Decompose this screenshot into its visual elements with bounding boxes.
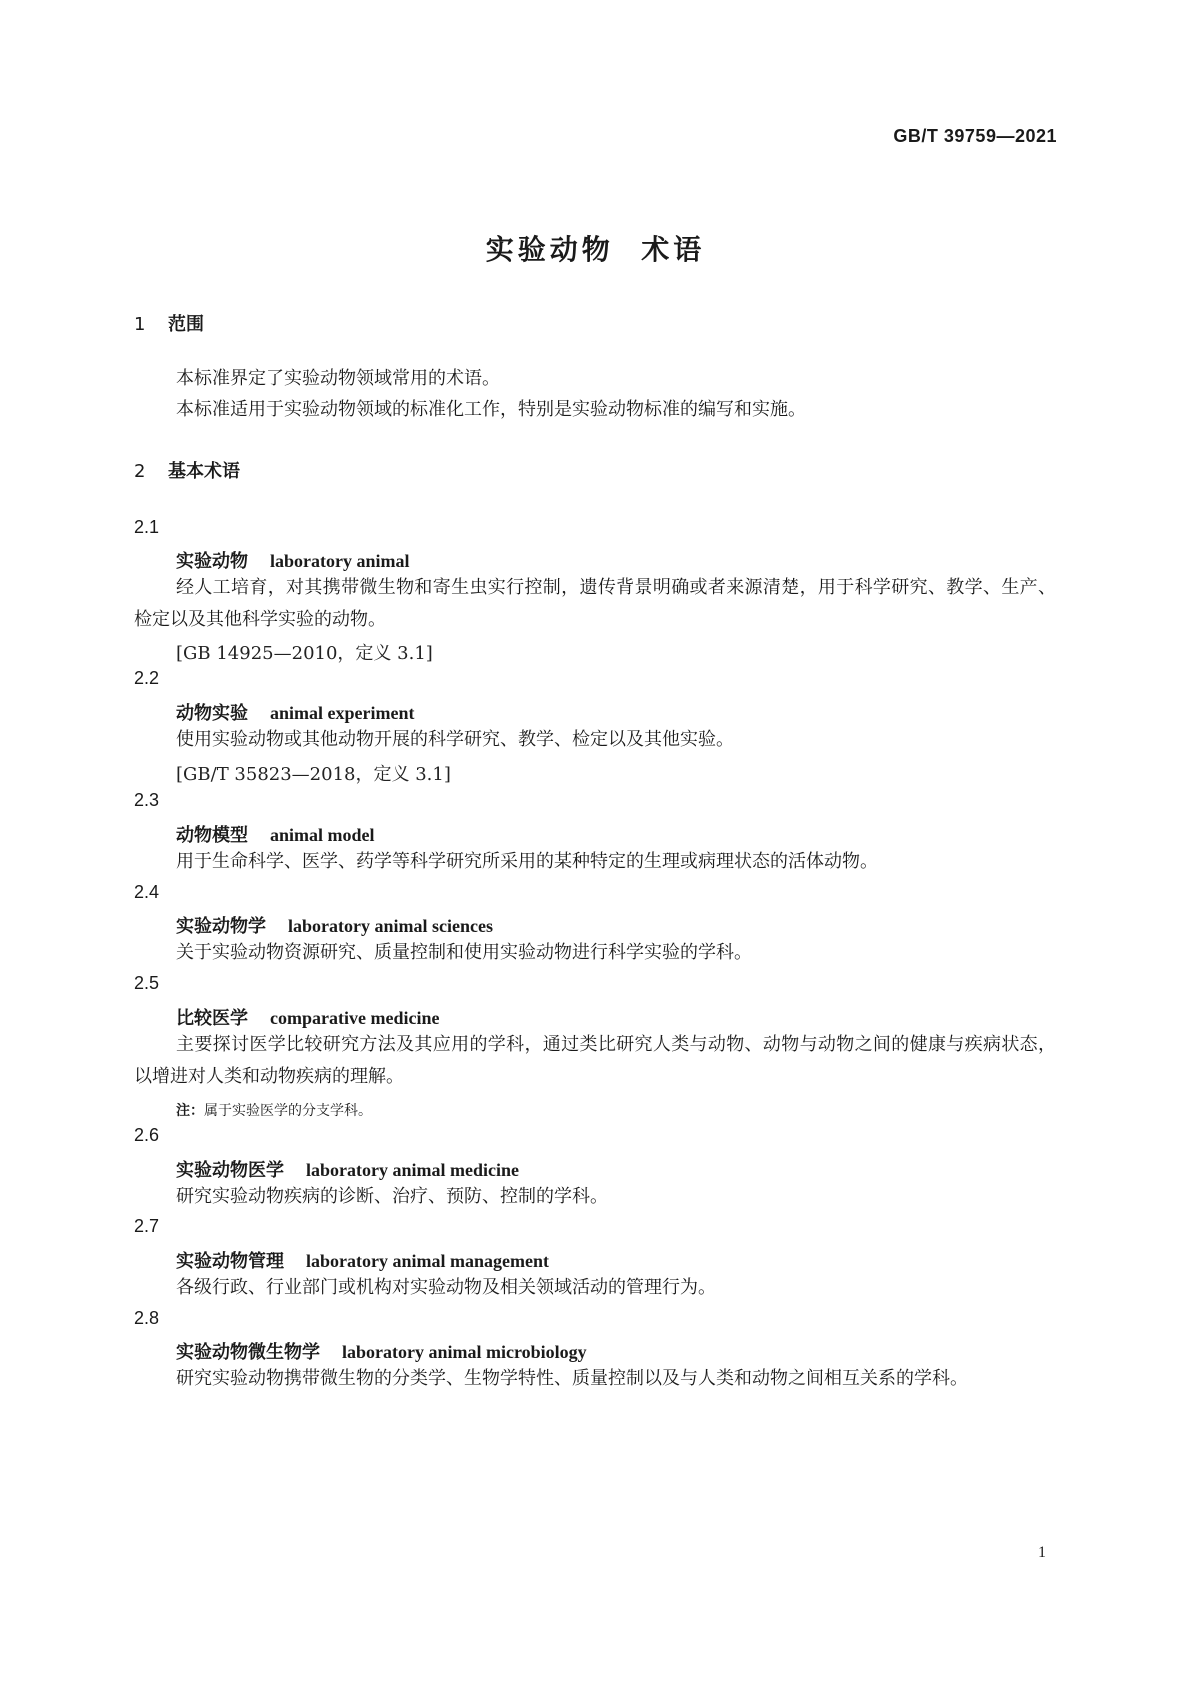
term-heading bbox=[176, 699, 414, 725]
term-reference: [GB 14925—2010，定义 3.1] bbox=[176, 643, 433, 664]
term-definition: 研究实验动物疾病的诊断、治疗、预防、控制的学科。 bbox=[176, 1186, 608, 1207]
term-chinese: 动物实验 bbox=[176, 703, 248, 724]
section-number: 2 bbox=[134, 461, 146, 482]
term-definition: 主要探讨医学比较研究方法及其应用的学科，通过类比研究人类与动物、动物与动物之间的健康与疾病状态，以增进对人类和动物疾病的理解。 bbox=[134, 1034, 1056, 1087]
term-number: 2.6 bbox=[134, 1125, 160, 1145]
term-chinese: 动物模型 bbox=[176, 825, 248, 846]
term-heading bbox=[176, 547, 410, 573]
term-number: 2.4 bbox=[134, 882, 160, 902]
section-number: 1 bbox=[134, 314, 146, 335]
term-chinese: 实验动物微生物学 bbox=[176, 1342, 320, 1363]
scope-paragraph: 本标准界定了实验动物领域常用的术语。 bbox=[176, 368, 500, 389]
page-number: 1 bbox=[1038, 1544, 1046, 1561]
term-chinese: 实验动物 bbox=[176, 551, 248, 572]
term-heading bbox=[176, 1004, 439, 1030]
term-definition: 使用实验动物或其他动物开展的科学研究、教学、检定以及其他实验。 bbox=[176, 729, 734, 750]
term-english: animal model bbox=[270, 825, 375, 845]
term-definition: 关于实验动物资源研究、质量控制和使用实验动物进行科学实验的学科。 bbox=[176, 942, 752, 963]
term-chinese: 实验动物医学 bbox=[176, 1160, 284, 1181]
scope-paragraph: 本标准适用于实验动物领域的标准化工作，特别是实验动物标准的编写和实施。 bbox=[176, 399, 806, 420]
term-heading bbox=[176, 912, 493, 938]
term-heading bbox=[176, 821, 375, 847]
term-reference: [GB/T 35823—2018，定义 3.1] bbox=[176, 764, 451, 785]
term-definition: 各级行政、行业部门或机构对实验动物及相关领域活动的管理行为。 bbox=[176, 1277, 716, 1298]
term-english: animal experiment bbox=[270, 703, 415, 723]
term-number: 2.2 bbox=[134, 668, 160, 688]
standard-number: GB/T 39759—2021 bbox=[893, 126, 1057, 146]
term-heading bbox=[176, 1156, 519, 1182]
section-title: 范围 bbox=[168, 314, 204, 335]
section-basic-heading bbox=[134, 457, 240, 483]
term-chinese: 实验动物管理 bbox=[176, 1251, 284, 1272]
term-number: 2.5 bbox=[134, 973, 160, 993]
term-english: laboratory animal bbox=[270, 551, 410, 571]
term-definition: 用于生命科学、医学、药学等科学研究所采用的某种特定的生理或病理状态的活体动物。 bbox=[176, 851, 878, 872]
term-number: 2.7 bbox=[134, 1216, 160, 1236]
section-title: 基本术语 bbox=[168, 461, 240, 482]
term-note bbox=[176, 1100, 372, 1120]
section-scope-heading bbox=[134, 310, 204, 336]
term-heading bbox=[176, 1338, 587, 1364]
term-english: laboratory animal management bbox=[306, 1251, 549, 1271]
term-english: laboratory animal medicine bbox=[306, 1160, 519, 1180]
term-chinese: 实验动物学 bbox=[176, 916, 266, 937]
term-number: 2.8 bbox=[134, 1308, 160, 1328]
term-heading bbox=[176, 1247, 549, 1273]
note-label: 注： bbox=[176, 1103, 204, 1119]
document-title: 实验动物 术语 bbox=[485, 233, 706, 266]
term-english: laboratory animal microbiology bbox=[342, 1342, 587, 1362]
term-chinese: 比较医学 bbox=[176, 1008, 248, 1029]
term-english: comparative medicine bbox=[270, 1008, 440, 1028]
note-text: 属于实验医学的分支学科。 bbox=[204, 1103, 372, 1119]
term-definition: 经人工培育，对其携带微生物和寄生虫实行控制，遗传背景明确或者来源清楚，用于科学研究、教学、生产、检定以及其他科学实验的动物。 bbox=[134, 577, 1056, 630]
term-number: 2.3 bbox=[134, 790, 160, 810]
term-number: 2.1 bbox=[134, 517, 160, 537]
term-definition: 研究实验动物携带微生物的分类学、生物学特性、质量控制以及与人类和动物之间相互关系的学科。 bbox=[176, 1368, 968, 1389]
term-english: laboratory animal sciences bbox=[288, 916, 493, 936]
